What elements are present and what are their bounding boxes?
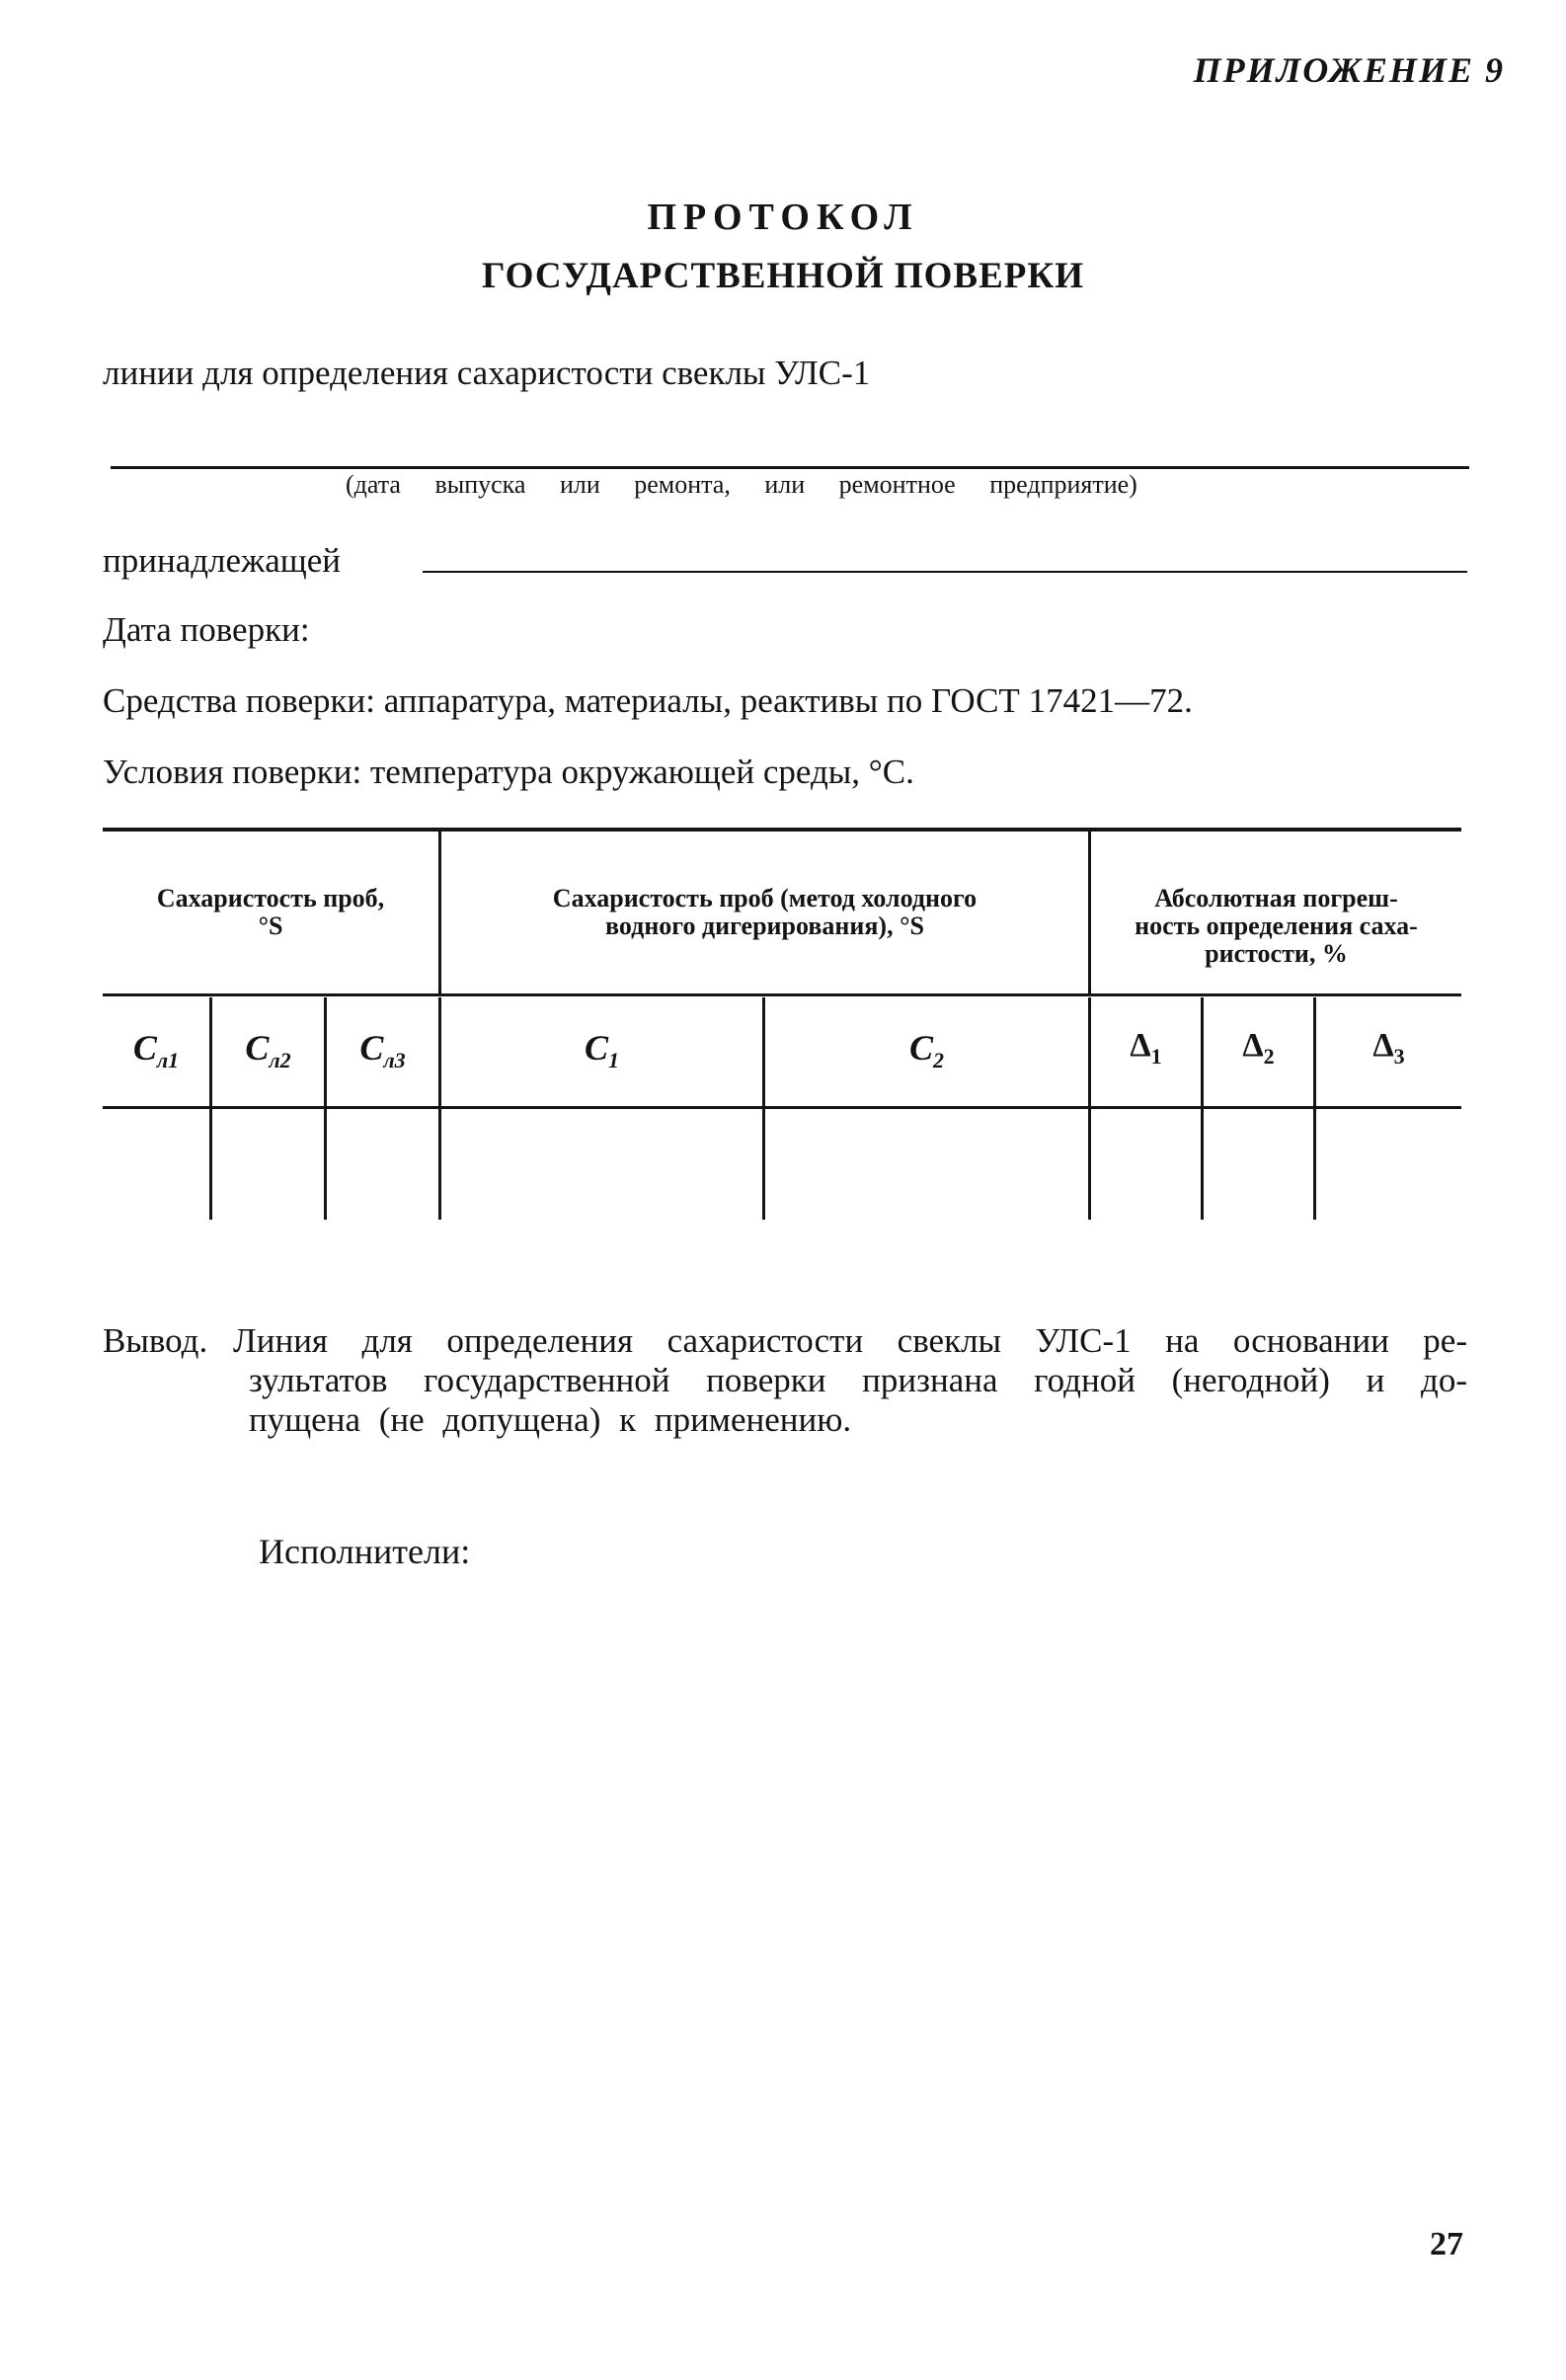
header-group-2 — [441, 885, 1088, 940]
symbol-delta1: $\Delta_1$ — [1130, 1027, 1162, 1069]
symbol-cl1: $C_{л1}$ — [132, 1028, 180, 1073]
subject-line: линии для определения сахаристости свеклы УЛС-1 — [103, 354, 871, 392]
owner-fill-line — [423, 571, 1467, 573]
symbol-delta3: $\Delta_3$ — [1372, 1027, 1405, 1069]
protocol-title: ПРОТОКОЛ — [647, 197, 919, 238]
protocol-subtitle: ГОСУДАРСТВЕННОЙ ПОВЕРКИ — [482, 256, 1084, 296]
rule-caption: (дата выпуска или ремонта, или ремонтное предприятие) — [346, 470, 1137, 499]
header-text: Абсолютная погреш- — [1154, 884, 1398, 912]
conclusion-label: Вывод. — [103, 1321, 208, 1360]
header-text: водного дигерирования), °S — [605, 912, 924, 940]
page-number: 27 — [1430, 2226, 1463, 2262]
header-text: ность определения саха- — [1135, 912, 1418, 940]
means-line: Средства поверки: аппаратура, материалы, реактивы по ГОСТ 17421—72. — [103, 681, 1193, 720]
header-text: Сахаристость проб (метод холодного — [552, 884, 978, 912]
symbol-c1: $C_1$ — [584, 1028, 619, 1073]
header-text: ристости, % — [1205, 939, 1348, 968]
table-top-rule — [103, 828, 1461, 832]
performers-label: Исполнители: — [259, 1532, 471, 1571]
symbol-c2: $C_2$ — [908, 1028, 944, 1073]
header-text: °S — [258, 912, 283, 940]
conditions-line: Условия поверки: температура окружающей среды, °С. — [103, 753, 914, 791]
table-symbol-rule — [103, 1106, 1461, 1109]
owner-label: принадлежащей — [103, 541, 341, 580]
table-header-rule — [103, 993, 1461, 996]
date-label: Дата поверки: — [103, 610, 310, 649]
caption-rule — [111, 466, 1469, 469]
header-text: Сахаристость проб, — [156, 884, 385, 912]
symbol-delta2: $\Delta_2$ — [1242, 1027, 1275, 1069]
conclusion-line-1: Линия для определения сахаристости свеклы УЛС-1 на основании ре- — [233, 1321, 1467, 1360]
conclusion-line-2: зультатов государственной поверки признана годной (негодной) и до- — [249, 1361, 1467, 1399]
symbol-cl2: $C_{л2}$ — [245, 1028, 291, 1073]
header-group-3 — [1091, 885, 1461, 968]
conclusion-line-3: пущена (не допущена) к применению. — [249, 1400, 852, 1439]
appendix-label: ПРИЛОЖЕНИЕ 9 — [1193, 50, 1505, 90]
header-group-1 — [103, 885, 438, 940]
symbol-cl3: $C_{л3}$ — [359, 1028, 406, 1073]
